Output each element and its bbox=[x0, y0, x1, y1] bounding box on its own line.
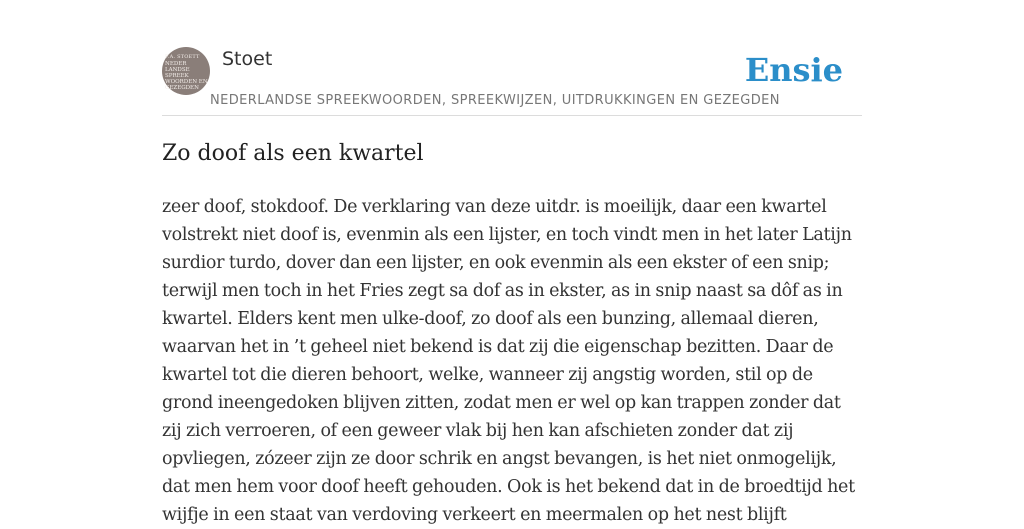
entry-title: Zo doof als een kwartel bbox=[162, 141, 424, 166]
header bbox=[162, 45, 862, 116]
avatar-cover-line: SPREEK bbox=[165, 73, 189, 79]
avatar-cover-line: NEDER bbox=[165, 61, 187, 67]
avatar-cover-top: F.A. STOETT bbox=[165, 54, 200, 60]
book-title[interactable]: NEDERLANDSE SPREEKWOORDEN, SPREEKWIJZEN, UITDRUKKINGEN EN GEZEGDEN bbox=[210, 93, 780, 108]
book-cover-avatar[interactable] bbox=[162, 47, 210, 95]
brand-logo[interactable]: Ensie bbox=[744, 51, 843, 89]
entry-body: zeer doof, stokdoof. De verklaring van deze uitdr. is moeilijk, daar een kwartel volstrekt niet doof is, evenmin als een lijster, en toch vindt men in het later Latijn surdior turdo, dover dan een lijster, en ook evenmin als een ekster of een snip; terwijl men toch in het Fries zegt sa dof as in ekster, as in snip naast sa dôf as in kwartel. Elders kent men ulke-doof, zo doof als een bunzing, allemaal dieren, waarvan het in ’t geheel niet bekend is dat zij die eigenschap bezitten. Daar de kwartel tot die dieren behoort, welke, wanneer zij angstig worden, stil op de grond ineengedoken blijven zitten, zodat men er wel op kan trappen zonder dat zij zich verroeren, of een geweer vlak bij hen kan afschieten zonder dat zij opvliegen, zózeer zijn ze door schrik en angst bevangen, is het niet onmogelijk, dat men hem voor doof heeft gehouden. Ook is het bekend dat in de broedtijd het wijfje in een staat van verdoving verkeert en meermalen op het nest blijft bbox=[162, 197, 855, 525]
avatar-cover-line: WOORDEN EN bbox=[165, 79, 208, 85]
avatar-cover-line: LANDSE bbox=[165, 67, 190, 73]
avatar-cover-line: GEZEGDEN bbox=[165, 85, 199, 91]
author-name[interactable]: Stoet bbox=[222, 48, 273, 70]
